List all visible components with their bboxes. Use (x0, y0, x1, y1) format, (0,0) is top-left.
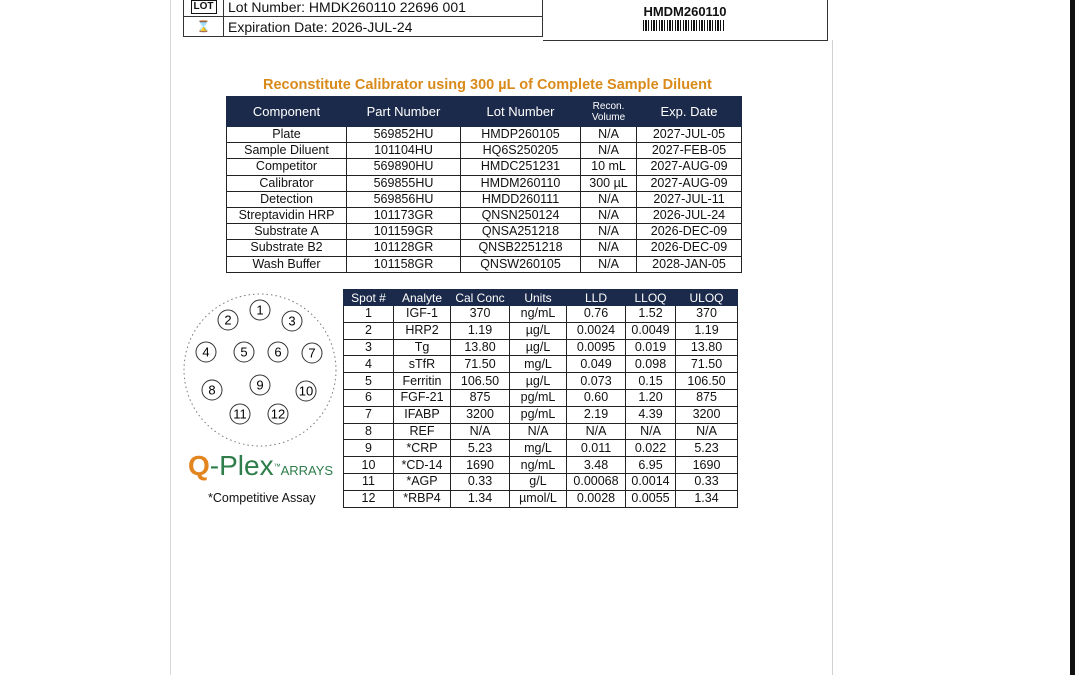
table-cell: 1.20 (626, 389, 676, 406)
table-cell: 0.0024 (567, 322, 626, 339)
spot-label-8: 8 (208, 382, 216, 398)
table-cell: Tg (394, 339, 451, 356)
table-cell: N/A (581, 127, 637, 143)
table-cell: N/A (676, 423, 738, 440)
table-cell: IFABP (394, 406, 451, 423)
table-cell: mg/L (510, 356, 567, 373)
analyte-row (344, 389, 738, 406)
table-cell: 0.011 (567, 440, 626, 457)
table-cell: 10 mL (581, 159, 637, 175)
competitive-assay-note: *Competitive Assay (208, 491, 316, 505)
table-cell: 1.19 (451, 322, 510, 339)
table-cell: 0.0028 (567, 490, 626, 507)
component-row (227, 256, 742, 272)
spot-label-12: 12 (270, 406, 286, 422)
spot-label-6: 6 (274, 344, 282, 360)
table-cell: 0.33 (676, 473, 738, 490)
col-recon-volume: Recon. Volume (581, 97, 637, 127)
table-cell: 2027-JUL-05 (637, 127, 742, 143)
table-cell: 0.0014 (626, 473, 676, 490)
spot-label-9: 9 (256, 377, 264, 393)
component-row (227, 143, 742, 159)
col-lld: LLD (567, 290, 626, 306)
table-cell: 101104HU (347, 143, 461, 159)
analyte-table (343, 289, 738, 508)
table-cell: 0.0049 (626, 322, 676, 339)
table-cell: 0.60 (567, 389, 626, 406)
table-cell: ng/mL (510, 306, 567, 323)
table-cell: N/A (567, 423, 626, 440)
col-analyte: Analyte (394, 290, 451, 306)
table-cell: IGF-1 (394, 306, 451, 323)
lot-info-table (183, 0, 543, 37)
table-cell: 0.073 (567, 373, 626, 390)
analyte-row (344, 322, 738, 339)
table-cell: HQ6S250205 (461, 143, 581, 159)
table-cell: Substrate A (227, 224, 347, 240)
table-cell: REF (394, 423, 451, 440)
spot-label-7: 7 (308, 345, 316, 361)
calibrator-code: HMDM260110 (643, 4, 727, 19)
table-cell: 3200 (451, 406, 510, 423)
scan-edge-right (832, 40, 833, 675)
spot-label-5: 5 (240, 344, 248, 360)
table-cell: 106.50 (676, 373, 738, 390)
analyte-row (344, 373, 738, 390)
table-cell: 370 (451, 306, 510, 323)
table-cell: 875 (676, 389, 738, 406)
table-cell: 2027-AUG-09 (637, 159, 742, 175)
analyte-row (344, 490, 738, 507)
table-cell: *RBP4 (394, 490, 451, 507)
table-cell: 569852HU (347, 127, 461, 143)
col-component: Component (227, 97, 347, 127)
table-cell: Wash Buffer (227, 256, 347, 272)
table-cell: 300 µL (581, 175, 637, 191)
table-cell: Substrate B2 (227, 240, 347, 256)
table-cell: µmol/L (510, 490, 567, 507)
calibrator-box (543, 0, 828, 41)
table-cell: 5.23 (676, 440, 738, 457)
col-exp-date: Exp. Date (637, 97, 742, 127)
table-cell: 71.50 (676, 356, 738, 373)
table-cell: 1.52 (626, 306, 676, 323)
table-cell: Plate (227, 127, 347, 143)
table-cell: sTfR (394, 356, 451, 373)
q-plex-logo: Q-Plex™ARRAYS (188, 450, 334, 481)
analyte-row (344, 440, 738, 457)
scan-edge-far (1070, 0, 1075, 675)
analyte-row (344, 406, 738, 423)
lot-row (184, 0, 543, 17)
col-part-number: Part Number (347, 97, 461, 127)
table-cell: HRP2 (394, 322, 451, 339)
table-cell: 13.80 (451, 339, 510, 356)
table-cell: 0.0095 (567, 339, 626, 356)
table-cell: HMDP260105 (461, 127, 581, 143)
col-uloq: ULOQ (676, 290, 738, 306)
table-cell: 2.19 (567, 406, 626, 423)
table-cell: 1 (344, 306, 394, 323)
table-cell: 5.23 (451, 440, 510, 457)
table-cell: 2026-JUL-24 (637, 207, 742, 223)
table-cell: 101128GR (347, 240, 461, 256)
table-cell: QNSW260105 (461, 256, 581, 272)
lot-icon: LOT (191, 0, 217, 14)
table-cell: 11 (344, 473, 394, 490)
table-cell: 1.34 (451, 490, 510, 507)
barcode (643, 20, 725, 31)
table-cell: HMDM260110 (461, 175, 581, 191)
spot-label-1: 1 (256, 302, 264, 318)
table-cell: *CRP (394, 440, 451, 457)
col-cal-conc: Cal Conc (451, 290, 510, 306)
col-units: Units (510, 290, 567, 306)
table-cell: 1690 (451, 457, 510, 474)
expiration-row (184, 17, 543, 37)
table-cell: Calibrator (227, 175, 347, 191)
col-lloq: LLOQ (626, 290, 676, 306)
component-row (227, 127, 742, 143)
spot-label-10: 10 (298, 383, 314, 399)
table-cell: 5 (344, 373, 394, 390)
table-cell: 0.022 (626, 440, 676, 457)
table-cell: HMDC251231 (461, 159, 581, 175)
table-cell: 1690 (676, 457, 738, 474)
analyte-header-row (344, 290, 738, 306)
table-cell: 1.19 (676, 322, 738, 339)
component-row (227, 224, 742, 240)
table-cell: N/A (581, 143, 637, 159)
expiration-date: Expiration Date: 2026-JUL-24 (224, 17, 543, 37)
analyte-row (344, 356, 738, 373)
table-cell: 569855HU (347, 175, 461, 191)
table-cell: 12 (344, 490, 394, 507)
table-cell: 4 (344, 356, 394, 373)
table-cell: *CD-14 (394, 457, 451, 474)
table-cell: 2026-DEC-09 (637, 224, 742, 240)
analyte-row (344, 473, 738, 490)
hourglass-icon: ⌛ (196, 21, 211, 33)
table-cell: 2027-AUG-09 (637, 175, 742, 191)
table-cell: QNSB2251218 (461, 240, 581, 256)
table-cell: 3 (344, 339, 394, 356)
table-cell: 6.95 (626, 457, 676, 474)
table-cell: 569856HU (347, 191, 461, 207)
analyte-row (344, 457, 738, 474)
table-cell: ng/mL (510, 457, 567, 474)
table-cell: 0.15 (626, 373, 676, 390)
col-spot: Spot # (344, 290, 394, 306)
table-cell: 0.33 (451, 473, 510, 490)
table-cell: 569890HU (347, 159, 461, 175)
table-cell: 0.049 (567, 356, 626, 373)
table-cell: N/A (581, 191, 637, 207)
table-cell: 0.098 (626, 356, 676, 373)
components-header-row (227, 97, 742, 127)
table-cell: 6 (344, 389, 394, 406)
table-cell: g/L (510, 473, 567, 490)
table-cell: pg/mL (510, 389, 567, 406)
lot-number: Lot Number: HMDK260110 22696 001 (224, 0, 543, 17)
table-cell: 2027-JUL-11 (637, 191, 742, 207)
col-lot-number: Lot Number (461, 97, 581, 127)
table-cell: 0.019 (626, 339, 676, 356)
table-cell: N/A (581, 207, 637, 223)
table-cell: pg/mL (510, 406, 567, 423)
spot-label-2: 2 (224, 312, 232, 328)
table-cell: 2027-FEB-05 (637, 143, 742, 159)
table-cell: Streptavidin HRP (227, 207, 347, 223)
table-cell: 10 (344, 457, 394, 474)
table-cell: N/A (581, 240, 637, 256)
component-row (227, 191, 742, 207)
table-cell: Detection (227, 191, 347, 207)
component-row (227, 175, 742, 191)
table-cell: N/A (626, 423, 676, 440)
table-cell: 101158GR (347, 256, 461, 272)
table-cell: 101173GR (347, 207, 461, 223)
table-cell: FGF-21 (394, 389, 451, 406)
spot-label-3: 3 (288, 313, 296, 329)
table-cell: QNSN250124 (461, 207, 581, 223)
analyte-row (344, 306, 738, 323)
component-row (227, 159, 742, 175)
table-cell: 13.80 (676, 339, 738, 356)
table-cell: 9 (344, 440, 394, 457)
table-cell: µg/L (510, 339, 567, 356)
table-cell: N/A (581, 224, 637, 240)
table-cell: 101159GR (347, 224, 461, 240)
component-row (227, 240, 742, 256)
spot-layout-diagram (180, 290, 340, 450)
spot-label-4: 4 (202, 344, 210, 360)
table-cell: 875 (451, 389, 510, 406)
table-cell: 2026-DEC-09 (637, 240, 742, 256)
table-cell: Competitor (227, 159, 347, 175)
table-cell: 4.39 (626, 406, 676, 423)
analyte-row (344, 339, 738, 356)
table-cell: 71.50 (451, 356, 510, 373)
table-cell: 0.0055 (626, 490, 676, 507)
component-row (227, 207, 742, 223)
table-cell: 1.34 (676, 490, 738, 507)
table-cell: N/A (581, 256, 637, 272)
table-cell: 370 (676, 306, 738, 323)
analyte-row (344, 423, 738, 440)
table-cell: 7 (344, 406, 394, 423)
table-cell: 0.00068 (567, 473, 626, 490)
components-table (226, 96, 742, 273)
table-cell: N/A (510, 423, 567, 440)
table-cell: 106.50 (451, 373, 510, 390)
table-cell: Ferritin (394, 373, 451, 390)
table-cell: HMDD260111 (461, 191, 581, 207)
spot-label-11: 11 (233, 406, 247, 422)
table-cell: 3200 (676, 406, 738, 423)
table-cell: *AGP (394, 473, 451, 490)
table-cell: 0.76 (567, 306, 626, 323)
table-cell: mg/L (510, 440, 567, 457)
reconstitution-heading: Reconstitute Calibrator using 300 µL of Complete Sample Diluent (263, 77, 712, 93)
table-cell: µg/L (510, 322, 567, 339)
table-cell: µg/L (510, 373, 567, 390)
table-cell: 3.48 (567, 457, 626, 474)
table-cell: QNSA251218 (461, 224, 581, 240)
scan-edge-left (170, 0, 171, 675)
table-cell: 2 (344, 322, 394, 339)
table-cell: N/A (451, 423, 510, 440)
table-cell: 8 (344, 423, 394, 440)
table-cell: Sample Diluent (227, 143, 347, 159)
table-cell: 2028-JAN-05 (637, 256, 742, 272)
